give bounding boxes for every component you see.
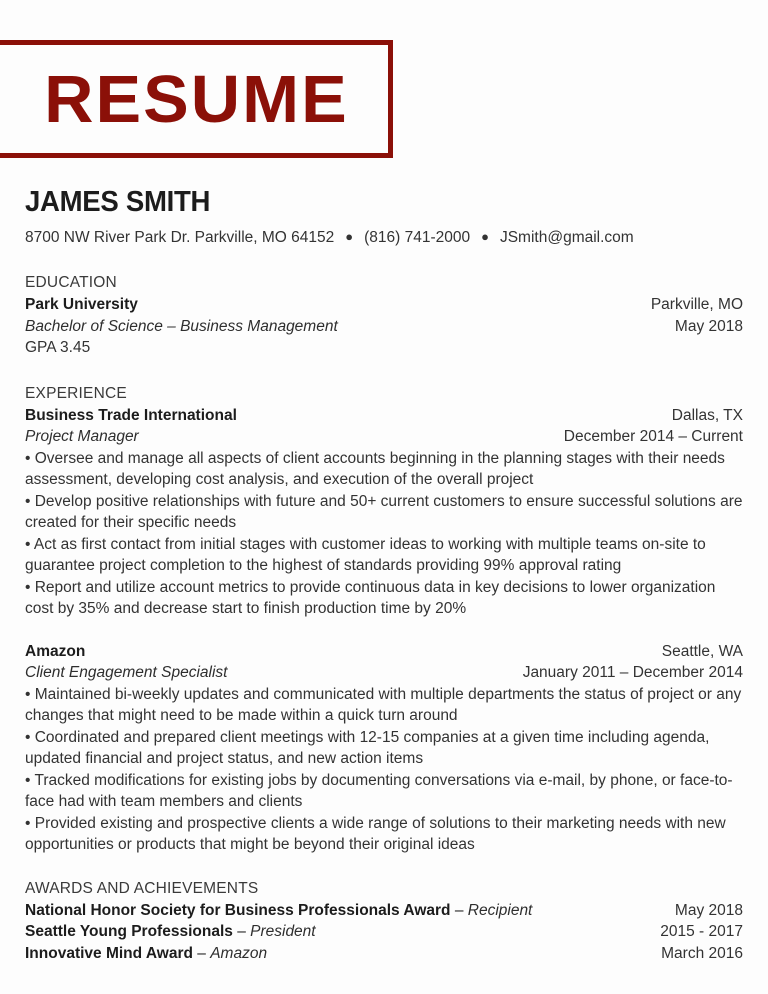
education-degree-row: [25, 316, 743, 338]
awards-section: [25, 878, 743, 965]
resume-title: RESUME: [44, 61, 349, 137]
job-location: Seattle, WA: [661, 642, 743, 660]
award-detail: Amazon: [210, 944, 268, 962]
job-company-row: [25, 405, 743, 427]
awards-section-title: AWARDS AND ACHIEVEMENTS: [25, 879, 259, 897]
experience-section-title: EXPERIENCE: [25, 384, 127, 402]
education-degree: Bachelor of Science – Business Management: [25, 317, 338, 335]
education-school: Park University: [25, 296, 138, 313]
contact-separator-icon: ●: [481, 229, 489, 244]
award-row: [25, 921, 743, 943]
award-detail: President: [250, 923, 316, 940]
job-bullet: • Act as first contact from initial stages with customer ideas to working with multiple teams on-site to guarantee project completion to the highest of standards providing 99% approval rating: [25, 535, 706, 574]
education-section-title: EDUCATION: [25, 274, 117, 291]
job-dates: December 2014 – Current: [563, 428, 743, 445]
education-grad-date: May 2018: [674, 317, 743, 335]
experience-section: [25, 383, 743, 856]
job-company: Business Trade International: [25, 406, 237, 424]
job-bullet: • Maintained bi-weekly updates and communicated with multiple departments the status of project or any changes that might need to be made within a quick turn around: [25, 685, 742, 724]
contact-separator-icon: ●: [345, 229, 354, 244]
award-name: Seattle Young Professionals: [25, 923, 233, 940]
job-title-row: [25, 662, 743, 684]
contact-address: 8700 NW River Park Dr. Parkville, MO 64152: [25, 229, 335, 246]
education-gpa: GPA 3.45: [25, 339, 91, 356]
job-dates: January 2011 – December 2014: [522, 664, 743, 681]
education-location: Parkville, MO: [650, 296, 743, 313]
award-row: [25, 900, 743, 922]
contact-phone: (816) 741-2000: [364, 229, 471, 246]
award-dash: –: [197, 944, 206, 962]
education-gpa-row: [25, 337, 743, 359]
award-date: 2015 - 2017: [660, 923, 743, 940]
education-section: [25, 272, 743, 359]
candidate-name: JAMES SMITH: [25, 186, 211, 218]
job-bullet: • Oversee and manage all aspects of client accounts beginning in the planning stages with their needs assessment, developing cost analysis, and execution of the overall project: [25, 449, 725, 488]
award-dash: –: [237, 923, 246, 940]
award-name: Innovative Mind Award: [25, 944, 193, 962]
job-location: Dallas, TX: [671, 406, 743, 424]
job-company: Amazon: [25, 642, 86, 660]
job-bullet: • Provided existing and prospective clients a wide range of solutions to their marketing needs with new opportunities or products that might be beyond their original ideas: [25, 814, 726, 853]
experience-job: [25, 641, 743, 856]
award-date: May 2018: [674, 901, 743, 919]
contact-email[interactable]: JSmith@gmail.com: [499, 229, 634, 246]
education-school-row: [25, 294, 743, 316]
award-name: National Honor Society for Business Professionals Award: [25, 901, 451, 919]
award-dash: –: [454, 901, 464, 919]
job-bullet: • Develop positive relationships with future and 50+ current customers to ensure successful solutions are created for their specific needs: [25, 492, 743, 531]
job-bullet: • Report and utilize account metrics to provide continuous data in key decisions to lower organization cost by 35% and decrease start to finish production time by 20%: [25, 578, 716, 617]
award-detail: Recipient: [467, 901, 533, 919]
job-title: Client Engagement Specialist: [25, 664, 228, 681]
job-company-row: [25, 641, 743, 663]
job-title: Project Manager: [25, 428, 139, 445]
experience-job: [25, 405, 743, 620]
resume-title-box: [0, 40, 393, 158]
resume-content: [25, 185, 743, 964]
contact-line: [25, 227, 743, 248]
job-bullet: • Coordinated and prepared client meetings with 12-15 companies at a given time including agenda, updated financial and project status, and new action items: [25, 728, 710, 767]
award-date: March 2016: [661, 944, 743, 962]
award-row: [25, 943, 743, 965]
job-title-row: [25, 426, 743, 448]
job-bullet: • Tracked modifications for existing jobs by documenting conversations via e-mail, by phone, or face-to-face had with team members and clients: [25, 771, 733, 810]
